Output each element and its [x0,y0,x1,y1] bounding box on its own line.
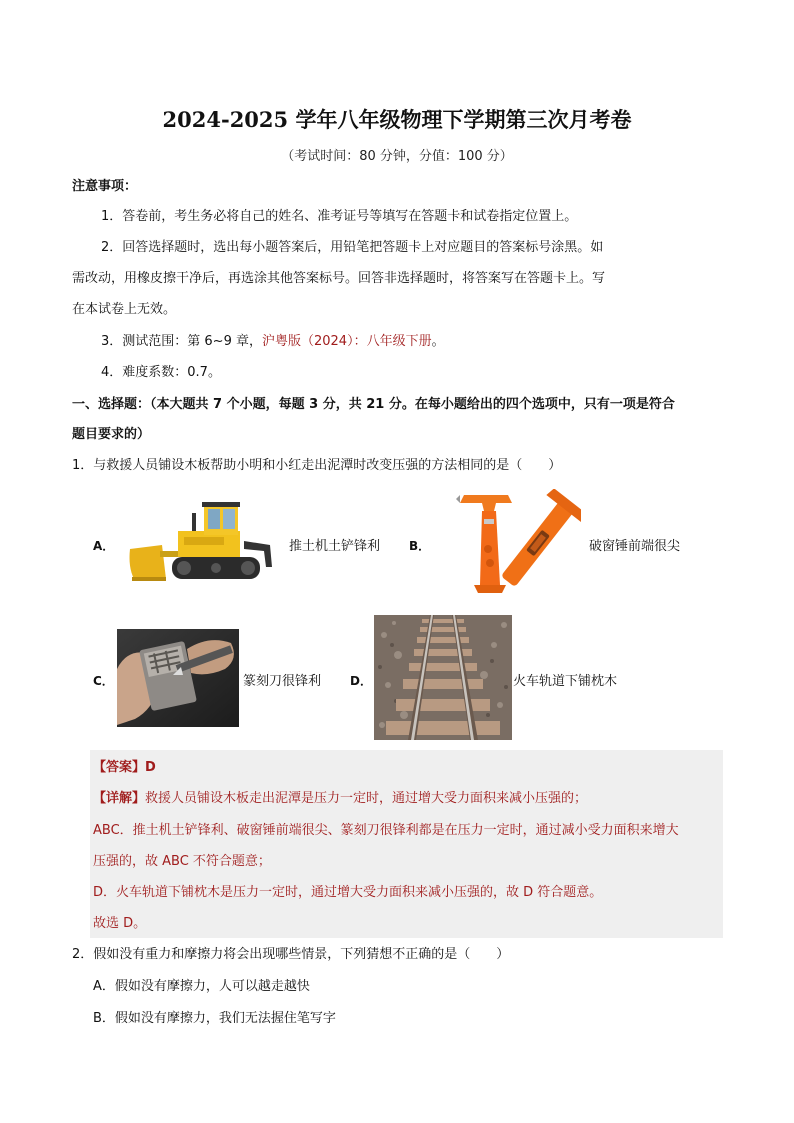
notes-item-3 [101,333,445,351]
question-2-option-b: B．假如没有摩擦力，我们无法握住笔写字 [93,1011,336,1026]
option-a-label: 推土机土铲锋利 [289,539,381,554]
explanation-line-1 [93,790,587,808]
notes-item-4: 4．难度系数：0.7。 [101,365,221,380]
explanation-line-2: ABC．推土机土铲锋利、破窗锤前端很尖、篆刻刀很锋利都是在压力一定时，通过减小受力面积来增大 [93,823,679,838]
option-b-letter: B． [409,539,431,553]
exam-title: 2024-2025 学年八年级物理下学期第三次月考卷 [162,107,632,132]
option-a-letter: A． [93,539,115,553]
question-1-stem: 1．与救援人员铺设木板帮助小明和小红走出泥潭时改变压强的方法相同的是（ ） [72,458,562,473]
section-1-heading-line-2: 题目要求的） [72,427,151,442]
option-d-letter: D． [350,674,372,688]
notes-item-2-line-2: 需改动，用橡皮擦干净后，再选涂其他答案标号。回答非选择题时，将答案写在答题卡上。写 [72,271,606,286]
explanation-tag: 【详解】 [93,791,146,806]
notes-item-2-line-3: 在本试卷上无效。 [72,302,177,317]
notes-heading: 注意事项： [72,179,138,194]
notes-item-3-suffix: 。 [431,334,445,349]
emergency-hammer-image [436,489,581,599]
notes-item-3-range: 沪粤版（2024）：八年级下册 [261,334,432,349]
exam-subtitle: （考试时间：80 分钟，分值：100 分） [281,149,513,164]
explanation-line-3: 压强的，故 ABC 不符合题意； [93,854,271,869]
option-b-label: 破窗锤前端很尖 [589,539,681,554]
railway-sleepers-image [374,615,512,740]
bulldozer-image [126,497,276,585]
option-d-label: 火车轨道下铺枕木 [513,674,618,689]
question-2-stem: 2．假如没有重力和摩擦力将会出现哪些情景，下列猜想不正确的是（ ） [72,947,510,962]
answer-label: 【答案】D [93,760,156,775]
explanation-conclusion: 故选 D。 [93,916,147,931]
notes-item-2-line-1: 2．回答选择题时，选出每小题答案后，用铅笔把答题卡上对应题目的答案标号涂黑。如 [101,240,604,255]
explanation-line-4: D．火车轨道下铺枕木是压力一定时，通过增大受力面积来减小压强的，故 D 符合题意。 [93,885,603,900]
answer-panel [90,750,723,938]
explanation-text-1: 救援人员铺设木板走出泥潭是压力一定时，通过增大受力面积来减小压强的； [145,791,588,806]
seal-carving-knife-image [117,629,239,727]
notes-item-3-prefix: 3．测试范围：第 6~9 章， [101,334,262,349]
option-c-label: 篆刻刀很锋利 [243,674,322,689]
notes-item-1: 1．答卷前，考生务必将自己的姓名、准考证号等填写在答题卡和试卷指定位置上。 [101,209,578,224]
option-c-letter: C． [93,674,114,688]
question-2-option-a: A．假如没有摩擦力，人可以越走越快 [93,979,310,994]
section-1-heading-line-1: 一、选择题：（本大题共 7 个小题，每题 3 分，共 21 分。在每小题给出的四个选项中，只有一项是符合 [72,397,675,412]
